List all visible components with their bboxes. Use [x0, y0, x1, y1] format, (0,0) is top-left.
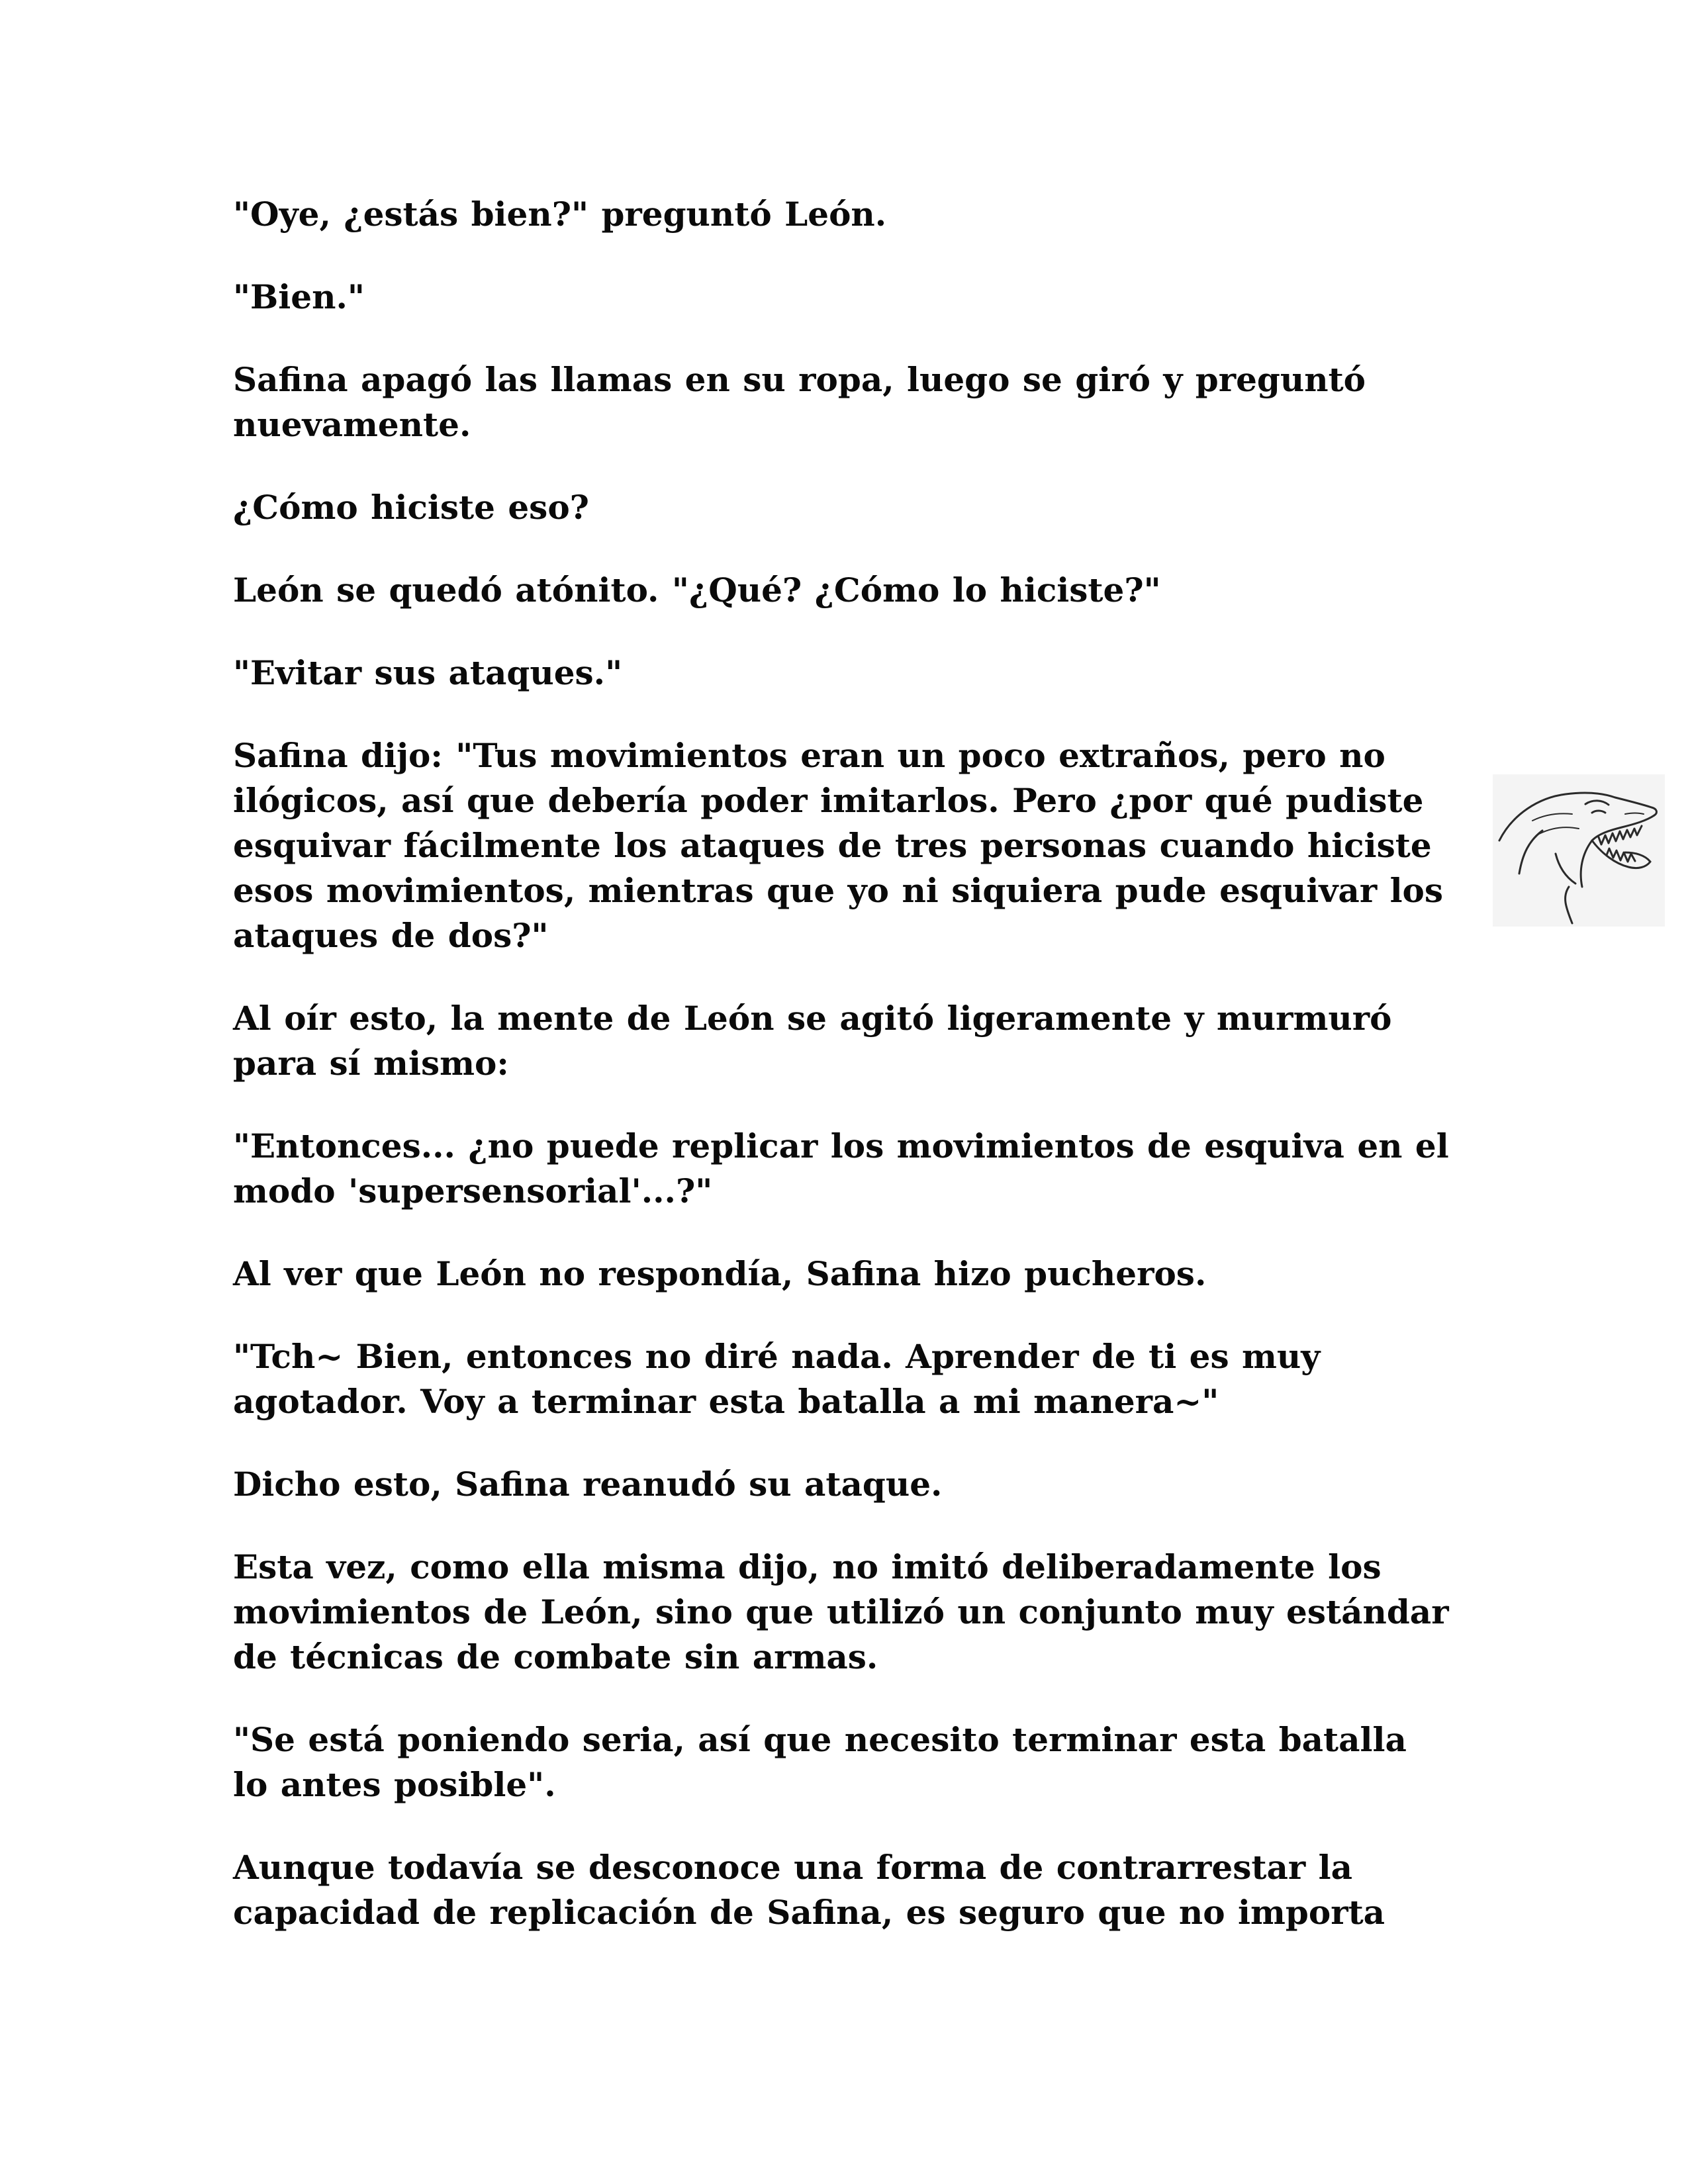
paragraph: Safina dijo: "Tus movimientos eran un poco extraños, pero no ilógicos, así que debería poder imitarlos. Pero ¿por qué pudiste esquivar fácilmente los ataques de tres personas cuando hiciste esos movimientos, mientras que yo ni siquiera pude esquivar los ataques de dos?" [233, 736, 1444, 955]
body-text [233, 192, 1451, 1973]
paragraph: Al oír esto, la mente de León se agitó ligeramente y murmuró para sí mismo: [233, 999, 1392, 1083]
paragraph: "Bien." [233, 277, 365, 316]
paragraph: "Se está poniendo seria, así que necesito terminar esta batalla lo antes posible". [233, 1720, 1407, 1804]
paragraph: "Entonces... ¿no puede replicar los movimientos de esquiva en el modo 'supersensorial'...?" [233, 1126, 1449, 1210]
paragraph: "Evitar sus ataques." [233, 653, 623, 692]
paragraph: Dicho esto, Safina reanudó su ataque. [233, 1465, 943, 1504]
paragraph: "Oye, ¿estás bien?" preguntó León. [233, 195, 887, 234]
paragraph: Al ver que León no respondía, Safina hizo pucheros. [233, 1254, 1207, 1293]
dinosaur-head-icon [1493, 774, 1665, 927]
paragraph: Aunque todavía se desconoce una forma de contrarrestar la capacidad de replicación de Safina, es seguro que no importa [233, 1848, 1385, 1932]
paragraph: Safina apagó las llamas en su ropa, luego se giró y preguntó nuevamente. [233, 360, 1366, 444]
paragraph: "Tch~ Bien, entonces no diré nada. Aprender de ti es muy agotador. Voy a terminar esta batalla a mi manera~" [233, 1337, 1321, 1421]
paragraph: ¿Cómo hiciste eso? [233, 488, 589, 527]
paragraph: León se quedó atónito. "¿Qué? ¿Cómo lo hiciste?" [233, 570, 1161, 610]
paragraph: Esta vez, como ella misma dijo, no imitó deliberadamente los movimientos de León, sino que utilizó un conjunto muy estándar de técnicas de combate sin armas. [233, 1547, 1449, 1676]
